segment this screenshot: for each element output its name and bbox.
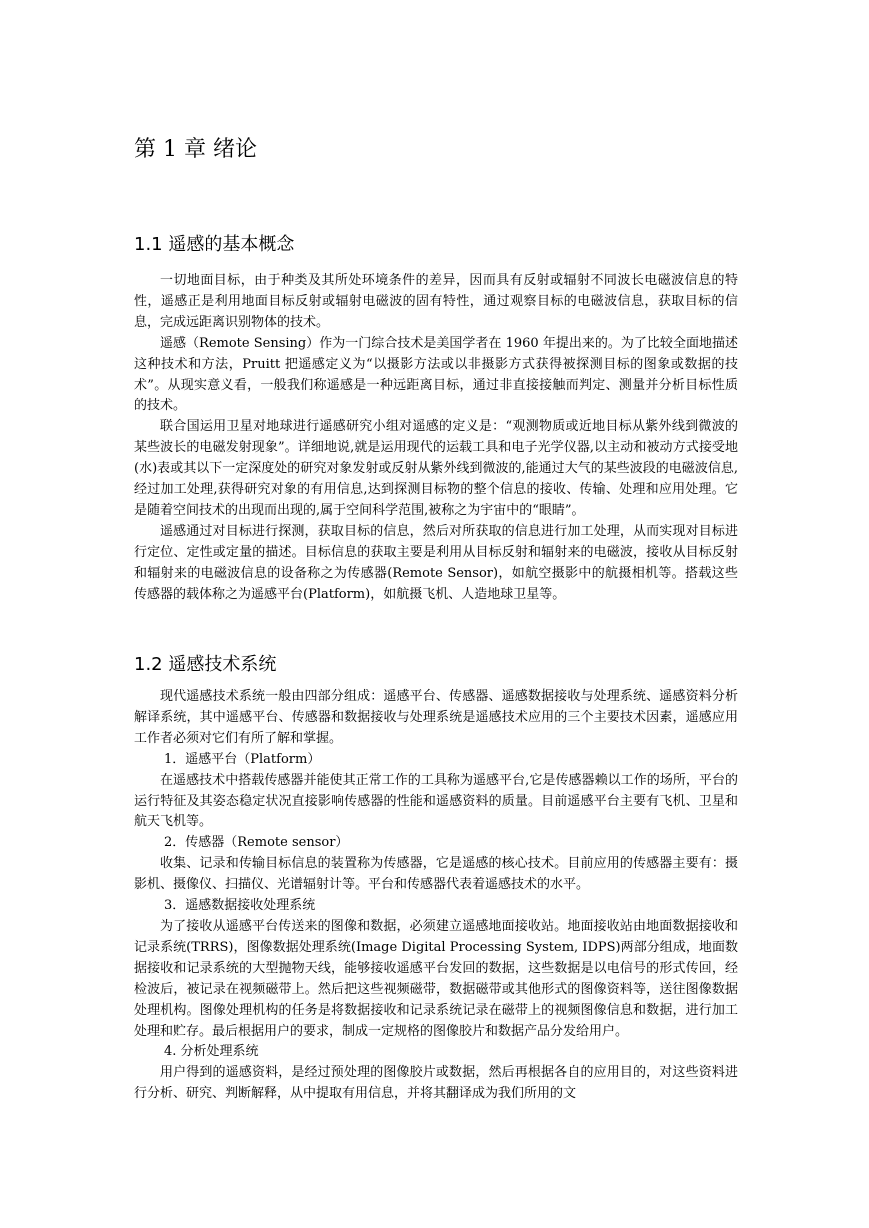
- paragraph: 遥感（Remote Sensing）作为一门综合技术是美国学者在 1960 年提出来的。为了比较全面地描述这种技术和方法，Pruitt 把遥感定义为“以摄影方法或以非摄影方式获得被探测目标的图象或数据的技术”。从现实意义看，一般我们称遥感是一种远距离目标，通过非直接接触而判定、测量并分析目标性质的技术。: [134, 335, 738, 414]
- item-heading: 4. 分析处理系统: [164, 1044, 259, 1060]
- section-1-1-body: [134, 271, 738, 606]
- item-heading: 3．遥感数据接收处理系统: [164, 898, 316, 914]
- paragraph: 联合国运用卫星对地球进行遥感研究小组对遥感的定义是：“观测物质或近地目标从紫外线到微波的某些波长的电磁发射现象”。详细地说,就是运用现代的运载工具和电子光学仪器,以主动和被动方式接受地(水)表或其以下一定深度处的研究对象发射或反射从紫外线到微波的,能通过大气的某些波段的电磁波信息,经过加工处理,获得研究对象的有用信息,达到探测目标物的整个信息的接收、传输、处理和应用处理。它是随着空间技术的出现而出现的,属于空间科学范围,被称之为宇宙中的“眼睛”。: [134, 419, 738, 518]
- item-heading: 2．传感器（Remote sensor）: [164, 835, 349, 851]
- paragraph: 为了接收从遥感平台传送来的图像和数据，必须建立遥感地面接收站。地面接收站由地面数据接收和记录系统(TRRS)，图像数据处理系统(Image Digital Processing System, IDPS)两部分组成，地面数据接收和记录系统的大型抛物天线，能够接收遥感平台发回的数据，这些数据是以电信号的形式传回，经检波后，被记录在视频磁带上。然后把这些视频磁带，数据磁带或其他形式的图像资料等，送往图像数据处理机构。图像处理机构的任务是将数据接收和记录系统记录在磁带上的视频图像信息和数据，进行加工处理和贮存。最后根据用户的要求，制成一定规格的图像胶片和数据产品分发给用户。: [134, 918, 738, 1039]
- paragraph: 收集、记录和传输目标信息的装置称为传感器，它是遥感的核心技术。目前应用的传感器主要有：摄影机、摄像仪、扫描仪、光谱辐射计等。平台和传感器代表着遥感技术的水平。: [134, 856, 738, 893]
- section-1-2-body: [134, 687, 738, 1105]
- paragraph: 用户得到的遥感资料，是经过预处理的图像胶片或数据，然后再根据各自的应用目的，对这些资料进行分析、研究、判断解释，从中提取有用信息，并将其翻译成为我们所用的文: [134, 1065, 738, 1102]
- paragraph: 遥感通过对目标进行探测，获取目标的信息，然后对所获取的信息进行加工处理，从而实现对目标进行定位、定性或定量的描述。目标信息的获取主要是利用从目标反射和辐射来的电磁波，接收从目标反射和辐射来的电磁波信息的设备称之为传感器(Remote Sensor)，如航空摄影中的航摄相机等。搭载这些传感器的载体称之为遥感平台(Platform)，如航摄飞机、人造地球卫星等。: [134, 523, 738, 602]
- paragraph: 现代遥感技术系统一般由四部分组成：遥感平台、传感器、遥感数据接收与处理系统、遥感资料分析解译系统，其中遥感平台、传感器和数据接收与处理系统是遥感技术应用的三个主要技术因素，遥感应用工作者必须对它们有所了解和掌握。: [134, 689, 738, 746]
- section-title-1-1: 1.1 遥感的基本概念: [134, 234, 295, 255]
- section-title-1-2: 1.2 遥感技术系统: [134, 654, 277, 675]
- chapter-title: 第 1 章 绪论: [134, 137, 257, 162]
- item-heading: 1．遥感平台（Platform）: [164, 751, 321, 767]
- paragraph: 一切地面目标，由于种类及其所处环境条件的差异，因而具有反射或辐射不同波长电磁波信息的特性，遥感正是利用地面目标反射或辐射电磁波的固有特性，通过观察目标的电磁波信息，获取目标的信息，完成远距离识别物体的技术。: [134, 273, 738, 330]
- paragraph: 在遥感技术中搭载传感器并能使其正常工作的工具称为遥感平台,它是传感器赖以工作的场所，平台的运行特征及其姿态稳定状况直接影响传感器的性能和遥感资料的质量。目前遥感平台主要有飞机、卫星和航天飞机等。: [134, 772, 738, 830]
